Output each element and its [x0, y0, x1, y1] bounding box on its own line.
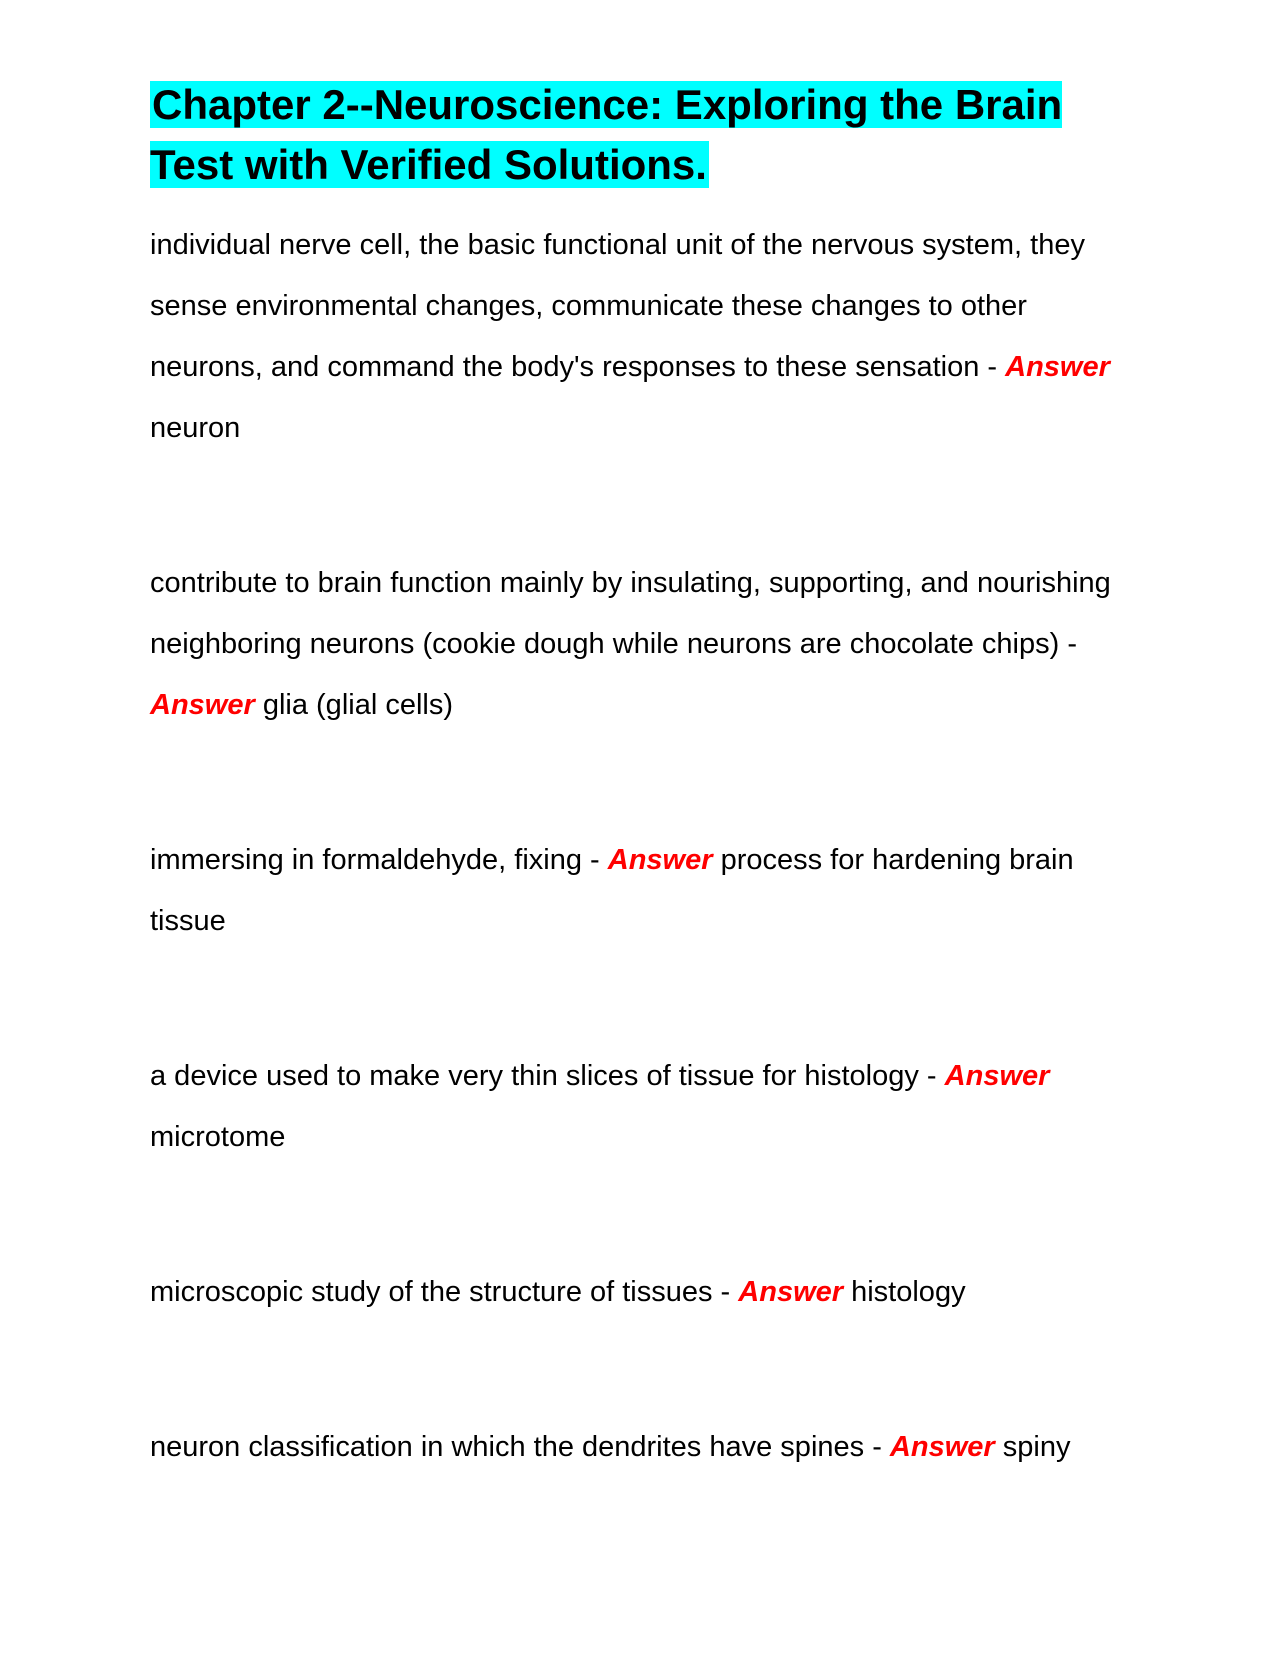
- answer-label: Answer: [150, 689, 255, 721]
- question-text: microscopic study of the structure of tissues: [150, 1276, 713, 1308]
- answer-label: Answer: [1005, 351, 1110, 383]
- answer-label: Answer: [607, 844, 713, 876]
- qa-item: [150, 215, 1130, 459]
- answer-label: Answer: [738, 1276, 844, 1308]
- separator: -: [581, 844, 608, 876]
- answer-text: spiny: [1002, 1431, 1071, 1463]
- qa-item: [150, 1417, 1130, 1478]
- answer-text: histology: [851, 1276, 966, 1308]
- answer-text: glia (glial cells): [262, 689, 453, 721]
- qa-item: [150, 1262, 1130, 1323]
- answer-label: Answer: [889, 1431, 995, 1463]
- question-text: individual nerve cell, the basic functional unit of the nervous system, they sense environmental changes, communicate these changes to other neurons, and command the body's responses to these sensation: [150, 229, 1085, 383]
- answer-text: microtome: [150, 1121, 286, 1153]
- title-highlight: Chapter 2--Neuroscience: Exploring the Brain Test with Verified Solutions.: [150, 81, 1063, 188]
- answer-label: Answer: [944, 1060, 1050, 1092]
- answer-text: neuron: [150, 412, 241, 444]
- answer-text: process for hardening brain tissue: [150, 844, 1074, 937]
- separator: -: [712, 1276, 739, 1308]
- qa-item: [150, 553, 1130, 736]
- qa-item: [150, 1046, 1130, 1168]
- question-text: neuron classification in which the dendrites have spines: [150, 1431, 865, 1463]
- separator: -: [979, 351, 1006, 383]
- question-text: contribute to brain function mainly by insulating, supporting, and nourishing neighboring neurons (cookie dough while neurons are chocolate chips): [150, 567, 1111, 660]
- document-title: [150, 75, 1130, 195]
- separator: -: [1059, 628, 1077, 660]
- separator: -: [918, 1060, 945, 1092]
- document-page: [150, 75, 1130, 1478]
- question-text: a device used to make very thin slices of tissue for histology: [150, 1060, 919, 1092]
- qa-item: [150, 830, 1130, 952]
- separator: -: [864, 1431, 890, 1463]
- question-text: immersing in formaldehyde, fixing: [150, 844, 582, 876]
